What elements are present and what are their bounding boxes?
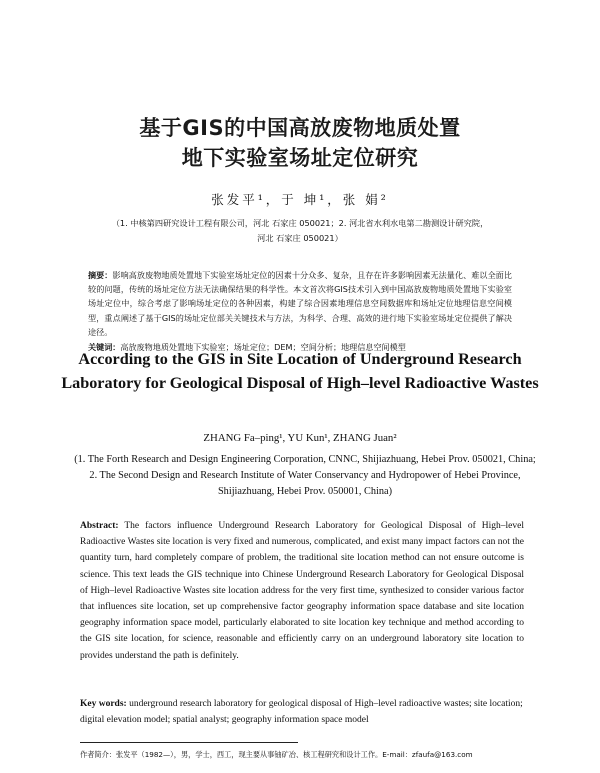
chinese-abstract-text: 影响高放废物地质处置地下实验室场址定位的因素十分众多、复杂，且存在许多影响因素无法量化、难以全面比较的问题，传统的场址定位方法无法确保结果的科学性。本文首次将GIS技术引入到中国高放废物地质处置地下实验室场址定位中，综合考虑了影响场址定位的各种因素，构建了综合因素地理信息空间数据库和场址定位地理信息空间模型，重点阐述了基于GIS的场址定位部关关键技术与方法，为科学、合理、高效的进行地下实验室场址定位提供了解决途径。 xyxy=(88,270,512,337)
chinese-affiliation-line-2: 河北 石家庄 050021） xyxy=(257,233,343,243)
english-title-line-1: According to the GIS in Site Location of Underground Research xyxy=(78,350,522,368)
english-authors: ZHANG Fa–ping¹, YU Kun¹, ZHANG Juan² xyxy=(203,432,397,444)
chinese-title-line-2: 地下实验室场址定位研究 xyxy=(181,146,419,170)
english-abstract-label: Abstract: xyxy=(80,521,119,531)
english-keywords-label: Key words: xyxy=(80,699,127,709)
chinese-abstract-label: 摘要： xyxy=(88,270,113,280)
english-keywords-text: underground research laboratory for geological disposal of High–level radioactive wastes; site location; digital elevation model; spatial analyst; geography information space model xyxy=(80,699,523,726)
english-affiliation: (1. The Forth Research and Design Engineering Corporation, CNNC, Shijiazhuang, Hebei Prov. 050021, China; 2. The Second Design and Research Institute of Water Conservancy and Hydropower of Hebei Province, Shijiazhuang, Hebei Prov. 050001, China) xyxy=(74,454,536,497)
chinese-keywords-label: 关键词： xyxy=(88,342,121,353)
chinese-authors: 张发平¹，于 坤¹，张 娟² xyxy=(211,192,389,207)
english-abstract-text: The factors influence Underground Research Laboratory for Geological Disposal of High–level Radioactive Wastes site location is very fixed and numerous, complicated, and exist many impact factors can not the quantity turn, hard completely compare of problem, the traditional site location method can not ensure outcome is science. This text leads the GIS technique into Chinese Underground Research Laboratory for Geological Disposal of High–level Radioactive Wastes site location address for the very first time, synthesized to consider various factor that influences site location, set up comprehensive factor geography information space database and site location geography information space model, particularly elaborated to site location key technique and method according to the GIS site location, for science, reasonable and efficiently carry on an underground laboratory site location to provides understand the path is definitely. xyxy=(80,521,524,661)
english-title-line-2: Laboratory for Geological Disposal of High–level Radioactive Wastes xyxy=(61,374,539,392)
chinese-affiliation-line-1: （1. 中核第四研究设计工程有限公司，河北 石家庄 050021；2. 河北省水利水电第二勘测设计研究院， xyxy=(111,218,489,228)
chinese-abstract-block xyxy=(88,268,512,354)
chinese-keywords-text: 高放废物地质处置地下实验室；场址定位；DEM；空间分析；地理信息空间模型 xyxy=(120,342,406,353)
english-abstract xyxy=(80,518,524,664)
chinese-abstract xyxy=(88,268,512,339)
footnote-divider xyxy=(80,742,298,743)
english-keywords xyxy=(80,696,524,728)
author-footnote: 作者简介：张发平（1982—），男，学士，西工，现主要从事铀矿冶、核工程研究和设计工作。E-mail：zfaufa@163.com xyxy=(80,750,473,759)
chinese-title-line-1: 基于GIS的中国高放废物地质处置 xyxy=(139,116,461,140)
